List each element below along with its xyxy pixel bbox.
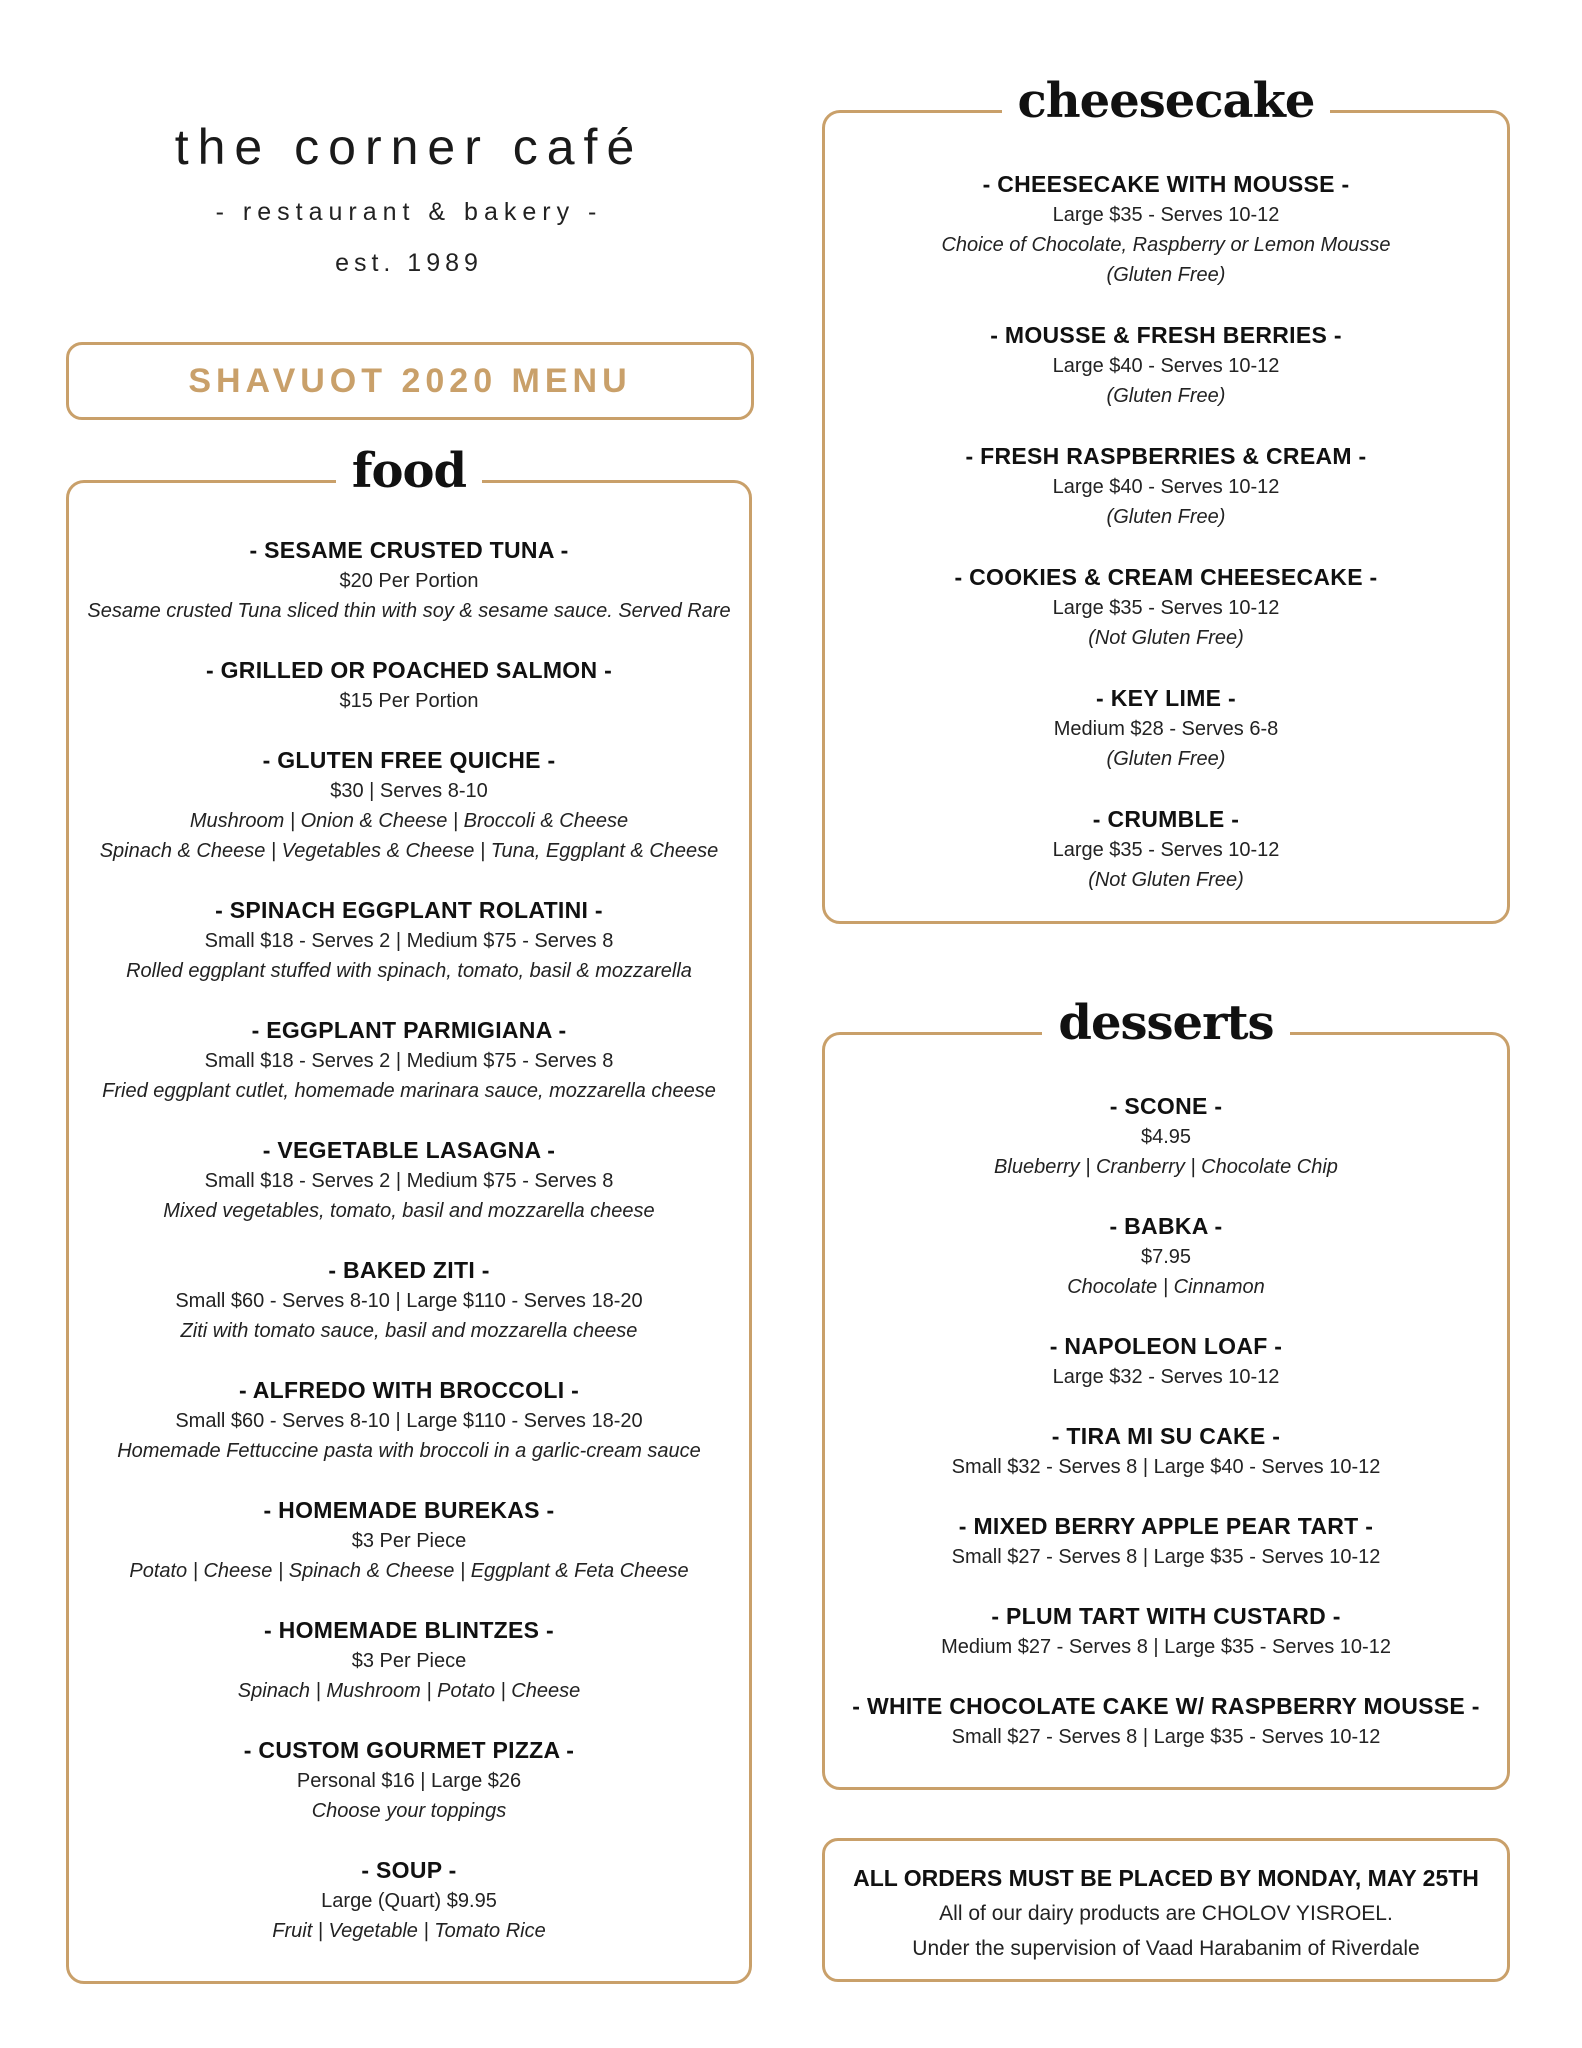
menu-item-description: Chocolate | Cinnamon: [1067, 1276, 1265, 1298]
menu-item-price: Medium $27 - Serves 8 | Large $35 - Serves 10-12: [941, 1636, 1391, 1658]
menu-item-name: - BABKA -: [1109, 1213, 1223, 1239]
menu-item-name: - SCONE -: [1109, 1093, 1223, 1119]
menu-item-price: $3 Per Piece: [351, 1530, 467, 1552]
menu-item-name: - PLUM TART WITH CUSTARD -: [991, 1603, 1341, 1629]
supervision-note: Under the supervision of Vaad Harabanim of Riverdale: [912, 1937, 1420, 1960]
menu-item-description: (Gluten Free): [1106, 385, 1226, 407]
menu-item-name: - FRESH RASPBERRIES & CREAM -: [965, 443, 1367, 469]
menu-item-price: Small $27 - Serves 8 | Large $35 - Serves 10-12: [951, 1726, 1381, 1748]
order-deadline: ALL ORDERS MUST BE PLACED BY MONDAY, MAY 25TH: [853, 1865, 1479, 1891]
menu-item-name: - SOUP -: [361, 1857, 457, 1883]
menu-item: [69, 1615, 749, 1706]
menu-item-price: Large (Quart) $9.95: [321, 1890, 497, 1912]
menu-item-name: - MOUSSE & FRESH BERRIES -: [990, 322, 1342, 348]
menu-item: [825, 1331, 1507, 1392]
menu-item-price: $4.95: [1140, 1126, 1192, 1148]
menu-item-description: Potato | Cheese | Spinach & Cheese | Eggplant & Feta Cheese: [129, 1560, 689, 1582]
menu-item-name: - TIRA MI SU CAKE -: [1051, 1423, 1281, 1449]
menu-item: [825, 1421, 1507, 1482]
menu-item-price: Large $35 - Serves 10-12: [1052, 204, 1280, 226]
menu-item: [825, 804, 1507, 895]
brand-name: the corner café: [174, 119, 644, 175]
menu-item-description: Spinach & Cheese | Vegetables & Cheese | Tuna, Eggplant & Cheese: [99, 840, 719, 862]
menu-item-description: Choice of Chocolate, Raspberry or Lemon Mousse: [941, 234, 1391, 256]
menu-item-price: $3 Per Piece: [351, 1650, 467, 1672]
menu-item-price: Large $32 - Serves 10-12: [1052, 1366, 1280, 1388]
menu-item: [69, 1375, 749, 1466]
menu-item-price: $20 Per Portion: [339, 570, 479, 592]
menu-item-name: - NAPOLEON LOAF -: [1049, 1333, 1283, 1359]
desserts-items: [825, 1091, 1507, 1781]
menu-item-price: Small $60 - Serves 8-10 | Large $110 - Serves 18-20: [175, 1410, 643, 1432]
menu-item-name: - HOMEMADE BLINTZES -: [264, 1617, 554, 1643]
menu-item-name: - VEGETABLE LASAGNA -: [262, 1137, 556, 1163]
menu-item-name: - BAKED ZITI -: [328, 1257, 490, 1283]
menu-item-description: Mushroom | Onion & Cheese | Broccoli & Cheese: [189, 810, 629, 832]
cheesecake-title: cheesecake: [1002, 73, 1331, 129]
menu-item-description: (Not Gluten Free): [1088, 869, 1244, 891]
menu-item-description: Ziti with tomato sauce, basil and mozzarella cheese: [180, 1320, 638, 1342]
menu-item-price: Large $35 - Serves 10-12: [1052, 597, 1280, 619]
menu-item-description: (Gluten Free): [1106, 506, 1226, 528]
menu-item: [825, 1511, 1507, 1572]
menu-item-price: Small $60 - Serves 8-10 | Large $110 - Serves 18-20: [175, 1290, 643, 1312]
menu-item-name: - CRUMBLE -: [1092, 806, 1240, 832]
menu-item-price: $30 | Serves 8-10: [330, 780, 488, 802]
desserts-panel: [822, 995, 1510, 1790]
menu-item-price: Small $32 - Serves 8 | Large $40 - Serves 10-12: [951, 1456, 1381, 1478]
food-title-wrap: [69, 443, 749, 499]
established-year: est. 1989: [335, 249, 483, 277]
menu-item: [825, 441, 1507, 532]
menu-item-price: $15 Per Portion: [339, 690, 479, 712]
menu-item: [69, 895, 749, 986]
menu-item-price: Small $18 - Serves 2 | Medium $75 - Serves 8: [204, 1170, 614, 1192]
cheesecake-items: [825, 169, 1507, 925]
menu-item: [69, 1495, 749, 1586]
menu-item-description: Fried eggplant cutlet, homemade marinara sauce, mozzarella cheese: [102, 1080, 716, 1102]
menu-item: [69, 1255, 749, 1346]
menu-item-description: Sesame crusted Tuna sliced thin with soy & sesame sauce. Served Rare: [87, 600, 731, 622]
menu-item: [69, 655, 749, 716]
kosher-note: All of our dairy products are CHOLOV YISROEL.: [939, 1902, 1393, 1925]
menu-item-description: (Gluten Free): [1106, 264, 1226, 286]
food-items: [69, 535, 749, 1975]
menu-item-price: Small $18 - Serves 2 | Medium $75 - Serves 8: [204, 930, 614, 952]
menu-item: [69, 1735, 749, 1826]
menu-item-description: Mixed vegetables, tomato, basil and mozzarella cheese: [163, 1200, 655, 1222]
desserts-title-wrap: [825, 995, 1507, 1051]
menu-item: [825, 1211, 1507, 1302]
cheesecake-title-wrap: [825, 73, 1507, 129]
menu-item: [69, 1015, 749, 1106]
menu-item-price: Large $40 - Serves 10-12: [1052, 355, 1280, 377]
menu-item-name: - CUSTOM GOURMET PIZZA -: [243, 1737, 575, 1763]
desserts-title: desserts: [1042, 995, 1289, 1051]
menu-item-name: - GLUTEN FREE QUICHE -: [262, 747, 556, 773]
menu-item-price: Large $40 - Serves 10-12: [1052, 476, 1280, 498]
food-panel: [66, 443, 752, 1984]
menu-item-description: Fruit | Vegetable | Tomato Rice: [272, 1920, 546, 1942]
menu-item: [825, 1691, 1507, 1752]
menu-item: [825, 320, 1507, 411]
menu-item-description: Rolled eggplant stuffed with spinach, tomato, basil & mozzarella: [126, 960, 692, 982]
menu-item: [69, 1855, 749, 1946]
menu-item-description: Homemade Fettuccine pasta with broccoli in a garlic-cream sauce: [117, 1440, 701, 1462]
menu-item-description: Blueberry | Cranberry | Chocolate Chip: [994, 1156, 1338, 1178]
menu-item-description: (Not Gluten Free): [1088, 627, 1244, 649]
cheesecake-panel: [822, 73, 1510, 924]
menu-item: [825, 169, 1507, 290]
menu-item-price: Large $35 - Serves 10-12: [1052, 839, 1280, 861]
menu-item-name: - HOMEMADE BUREKAS -: [263, 1497, 555, 1523]
menu-item-price: $7.95: [1140, 1246, 1192, 1268]
brand-subtitle: - restaurant & bakery -: [215, 198, 603, 226]
menu-item-price: Small $27 - Serves 8 | Large $35 - Serves 10-12: [951, 1546, 1381, 1568]
menu-item-name: - ALFREDO WITH BROCCOLI -: [238, 1377, 580, 1403]
menu-item-price: Small $18 - Serves 2 | Medium $75 - Serves 8: [204, 1050, 614, 1072]
menu-item: [825, 1091, 1507, 1182]
menu-item-name: - MIXED BERRY APPLE PEAR TART -: [958, 1513, 1374, 1539]
menu-item-description: (Gluten Free): [1106, 748, 1226, 770]
menu-item-name: - KEY LIME -: [1096, 685, 1236, 711]
menu-item-name: - CHEESECAKE WITH MOUSSE -: [982, 171, 1350, 197]
menu-item-name: - EGGPLANT PARMIGIANA -: [251, 1017, 567, 1043]
menu-item-price: Personal $16 | Large $26: [296, 1770, 522, 1792]
header: [66, 118, 752, 278]
menu-item: [825, 562, 1507, 653]
order-notice: [822, 1838, 1510, 1982]
menu-item-description: Choose your toppings: [311, 1800, 507, 1822]
menu-item-name: - GRILLED OR POACHED SALMON -: [205, 657, 613, 683]
menu-title: SHAVUOT 2020 MENU: [188, 361, 632, 400]
food-title: food: [336, 443, 482, 499]
menu-item-name: - SESAME CRUSTED TUNA -: [249, 537, 569, 563]
menu-item-name: - SPINACH EGGPLANT ROLATINI -: [215, 897, 603, 923]
menu-item: [825, 683, 1507, 774]
menu-item: [69, 535, 749, 626]
menu-title-box: [66, 342, 754, 420]
menu-item-price: Medium $28 - Serves 6-8: [1053, 718, 1279, 740]
menu-item-description: Spinach | Mushroom | Potato | Cheese: [237, 1680, 581, 1702]
menu-item-name: - WHITE CHOCOLATE CAKE W/ RASPBERRY MOUSSE -: [852, 1693, 1480, 1719]
menu-item-name: - COOKIES & CREAM CHEESECAKE -: [954, 564, 1378, 590]
menu-item: [69, 745, 749, 866]
menu-item: [69, 1135, 749, 1226]
menu-item: [825, 1601, 1507, 1662]
